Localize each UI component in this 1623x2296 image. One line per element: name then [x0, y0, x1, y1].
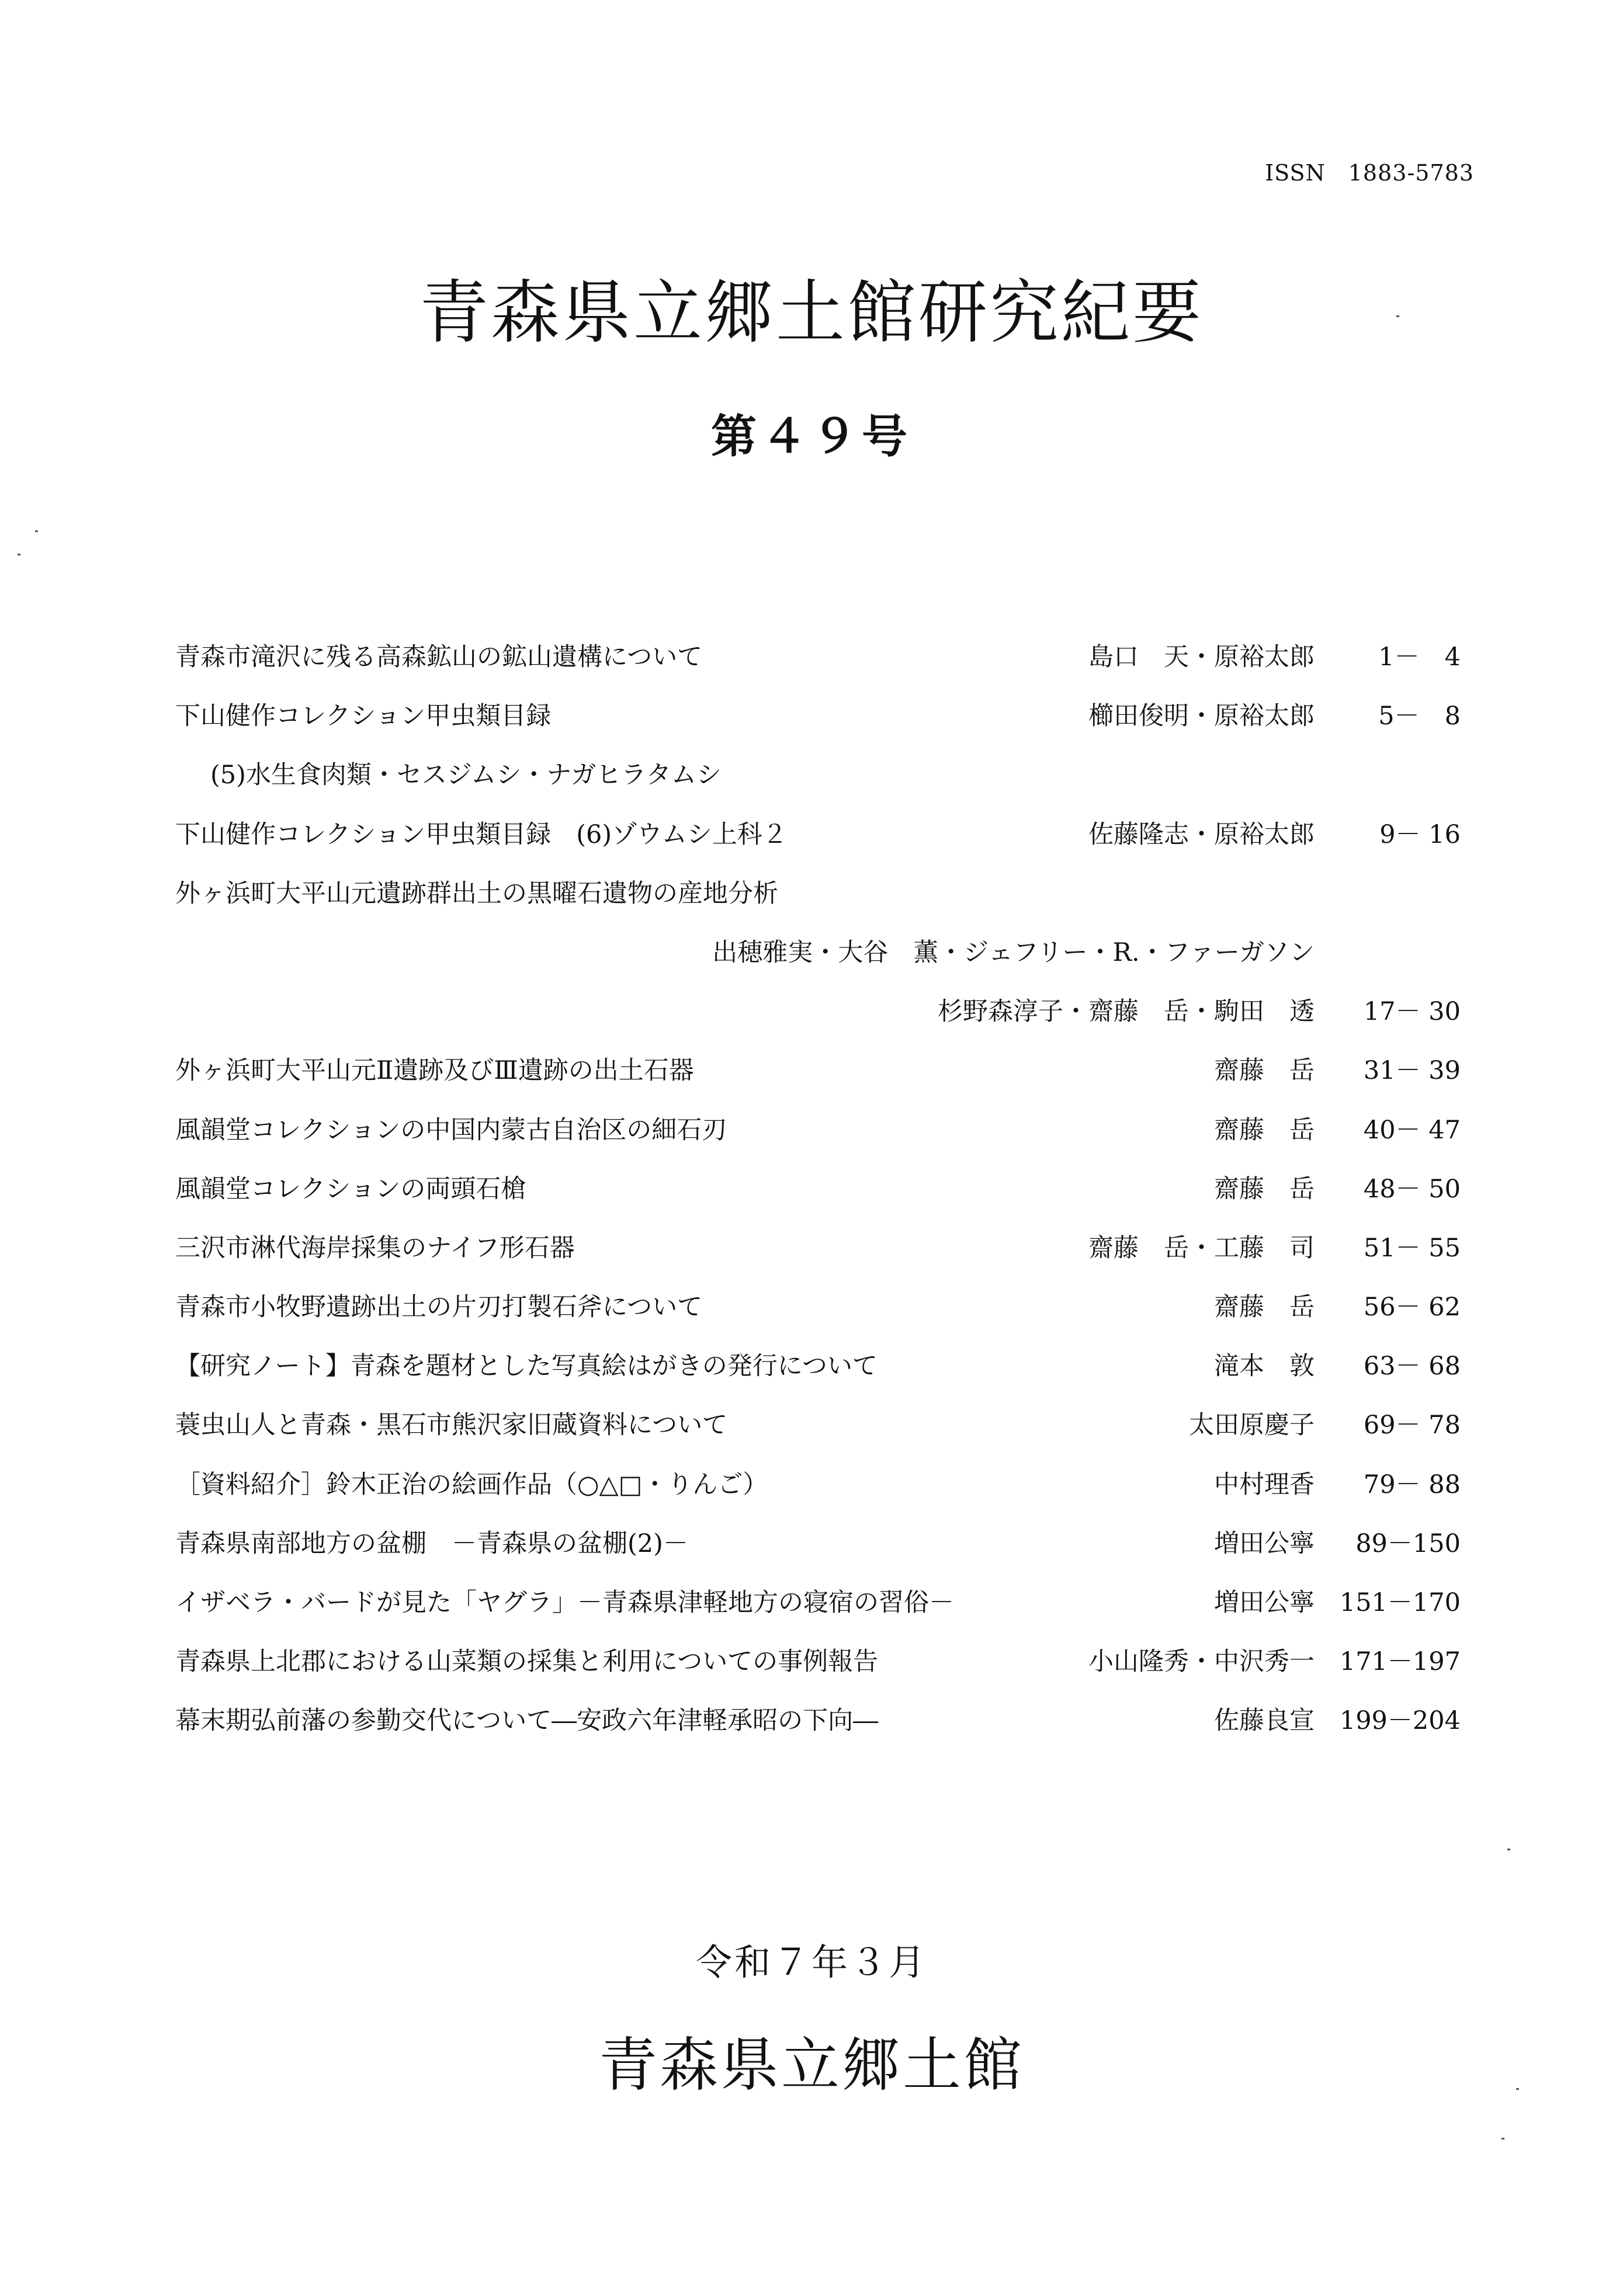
toc-entry-title: 青森市小牧野遺跡出土の片刃打製石斧について: [175, 1293, 703, 1322]
toc-entry: [175, 1467, 1461, 1526]
toc-entry-pages: 171－197: [1339, 1647, 1461, 1677]
toc-entry-pages: 79－ 88: [1363, 1470, 1461, 1499]
toc-entry-author: 齋藤 岳: [1214, 1056, 1315, 1086]
toc-entry-title: 風韻堂コレクションの両頭石槍: [175, 1174, 526, 1204]
publication-date: 令和７年３月: [695, 1941, 927, 1984]
toc-entry-author: 増田公寧: [1214, 1588, 1315, 1617]
toc-entry-pages: 31－ 39: [1363, 1056, 1461, 1086]
toc-entry: [175, 1349, 1461, 1408]
toc-entry-author: 佐藤良宣: [1214, 1706, 1315, 1736]
toc-entry-title: 三沢市淋代海岸採集のナイフ形石器: [175, 1233, 575, 1263]
toc-entry-pages: 69－ 78: [1363, 1411, 1461, 1440]
toc-entry-author: 杉野森淳子・齋藤 岳・駒田 透: [938, 997, 1315, 1027]
toc-entry-title: 青森市滝沢に残る高森鉱山の鉱山遺構について: [175, 642, 703, 672]
toc-entry-author: 中村理香: [1214, 1470, 1315, 1499]
toc-entry: [175, 1053, 1461, 1112]
toc-entry-pages: 63－ 68: [1363, 1352, 1461, 1381]
toc-entry: [175, 1172, 1461, 1231]
toc-entry-title: 青森県南部地方の盆棚 －青森県の盆棚(2)－: [175, 1529, 688, 1558]
journal-title: 青森県立郷土館研究紀要: [419, 272, 1204, 353]
toc-entry-author: 佐藤隆志・原裕太郎: [1088, 819, 1315, 849]
toc-entry-pages: 56－ 62: [1363, 1293, 1461, 1322]
issue-number: 第４９号: [710, 411, 912, 463]
toc-entry-pages: 199－204: [1339, 1706, 1461, 1736]
toc-entry: [175, 1644, 1461, 1703]
scan-speck: [18, 554, 20, 555]
toc-entry-pages: 89－150: [1355, 1529, 1461, 1558]
publisher-name: 青森県立郷土館: [599, 2031, 1024, 2099]
toc-entry-title: 風韻堂コレクションの中国内蒙古自治区の細石刃: [175, 1115, 727, 1145]
toc-entry-pages: 51－ 55: [1363, 1233, 1461, 1263]
issn-label: ISSN 1883-5783: [1265, 160, 1474, 186]
toc-entry-pages: 40－ 47: [1363, 1115, 1461, 1145]
scan-speck: [1396, 315, 1399, 317]
toc-entry: [175, 1703, 1461, 1762]
toc-entry-author: 齋藤 岳: [1214, 1115, 1315, 1145]
toc-entry-title: 【研究ノート】青森を題材とした写真絵はがきの発行について: [175, 1352, 878, 1381]
toc-entry: [175, 699, 1461, 758]
toc-entry-continuation: [175, 758, 1461, 817]
toc-entry-pages: 48－ 50: [1363, 1174, 1461, 1204]
toc-entry-title: イザベラ・バードが見た「ヤグラ」－青森県津軽地方の寝宿の習俗－: [175, 1588, 954, 1617]
toc-entry-title: 幕末期弘前藩の参勤交代について―安政六年津軽承昭の下向―: [175, 1706, 879, 1736]
toc-entry-pages: 5－ 8: [1378, 701, 1461, 731]
toc-entry-title: 外ヶ浜町大平山元Ⅱ遺跡及びⅢ遺跡の出土石器: [175, 1056, 694, 1086]
toc-entry: [175, 1290, 1461, 1349]
table-of-contents: [175, 640, 1461, 1763]
toc-entry: [175, 1231, 1461, 1290]
scan-speck: [1507, 1849, 1510, 1850]
scan-speck: [1516, 2088, 1519, 2090]
toc-entry-author: 齋藤 岳・工藤 司: [1088, 1233, 1315, 1263]
scan-speck: [1501, 2138, 1504, 2139]
toc-entry: [175, 876, 1461, 935]
toc-entry-pages: 17－ 30: [1363, 997, 1461, 1027]
toc-entry-author: 出穂雅実・大谷 薫・ジェフリー・R.・ファーガソン: [712, 937, 1315, 967]
scan-speck: [35, 530, 38, 532]
toc-entry: [175, 640, 1461, 699]
toc-entry-author: 滝本 敦: [1214, 1352, 1315, 1381]
toc-entry: [175, 1408, 1461, 1467]
toc-entry-author: 島口 天・原裕太郎: [1088, 642, 1315, 672]
toc-entry-author: 櫛田俊明・原裕太郎: [1088, 701, 1315, 731]
toc-entry: [175, 1526, 1461, 1585]
toc-entry-title: 外ヶ浜町大平山元遺跡群出土の黒曜石遺物の産地分析: [175, 878, 778, 908]
toc-entry-title: 青森県上北郡における山菜類の採集と利用についての事例報告: [175, 1647, 879, 1677]
toc-entry-author: 齋藤 岳: [1214, 1293, 1315, 1322]
toc-entry-pages: 9－ 16: [1379, 819, 1461, 849]
toc-entry: [175, 1113, 1461, 1172]
toc-entry-continuation: [175, 994, 1461, 1053]
toc-entry-pages: 151－170: [1339, 1588, 1461, 1617]
toc-entry-author: 小山隆秀・中沢秀一: [1088, 1647, 1315, 1677]
toc-entry-title: 下山健作コレクション甲虫類目録: [175, 701, 552, 731]
toc-entry-continuation: [175, 935, 1461, 994]
toc-entry-subtitle: (5)水生食肉類・セスジムシ・ナガヒラタムシ: [210, 760, 722, 790]
toc-entry-author: 齋藤 岳: [1214, 1174, 1315, 1204]
toc-entry-title: 下山健作コレクション甲虫類目録 (6)ゾウムシ上科２: [175, 819, 788, 849]
toc-entry-title: ［資料紹介］鈴木正治の絵画作品（○△□・りんご）: [175, 1470, 768, 1499]
toc-entry-author: 太田原慶子: [1189, 1411, 1315, 1440]
toc-entry: [175, 1585, 1461, 1644]
toc-entry-pages: 1－ 4: [1378, 642, 1461, 672]
toc-entry-author: 増田公寧: [1214, 1529, 1315, 1558]
toc-entry: [175, 817, 1461, 876]
toc-entry-title: 蓑虫山人と青森・黒石市熊沢家旧蔵資料について: [175, 1411, 728, 1440]
